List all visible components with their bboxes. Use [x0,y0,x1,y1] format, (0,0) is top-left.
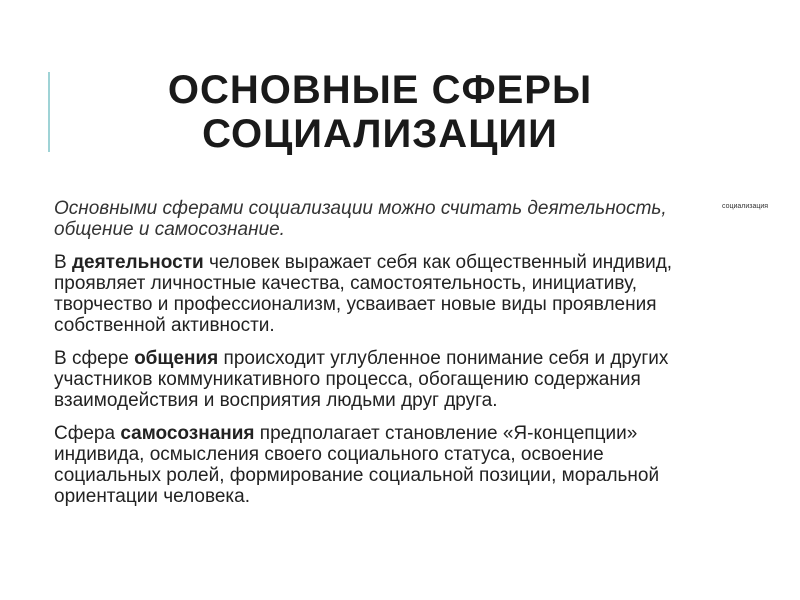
slide-content [54,198,714,519]
slide-title-line-1: ОСНОВНЫЕ СФЕРЫ [167,68,593,112]
slide-title [60,68,700,156]
communication-after: происходит углубленное понимание себя и других участников коммуникативного процесса, обогащению содержания взаимодействия и восприятия людьми друг друга. [54,348,669,411]
activity-after: человек выражает себя как общественный индивид, проявляет личностные качества, самостоятельность, инициативу, творчество и профессионализм, усваивает новые виды проявления собственной активности. [54,252,673,336]
side-note: социализация [722,203,769,210]
communication-term: общения [134,348,219,369]
activity-paragraph [54,252,714,336]
communication-before: В сфере [54,348,135,369]
selfawareness-term: самосознания [120,423,255,444]
selfawareness-before: Сфера [54,423,121,444]
selfawareness-paragraph [54,423,714,507]
activity-term: деятельности [71,252,204,273]
activity-before: В [54,252,72,273]
slide-title-line-2: СОЦИАЛИЗАЦИИ [202,112,558,156]
intro-paragraph: Основными сферами социализации можно считать деятельность, общение и самосознание. [54,198,667,240]
accent-line [48,72,50,152]
selfawareness-after: предполагает становление «Я-концепции» индивида, осмысления своего социального статуса, освоение социальных ролей, формирование социальной позиции, моральной ориентации человека. [54,423,660,507]
communication-paragraph [54,348,714,411]
